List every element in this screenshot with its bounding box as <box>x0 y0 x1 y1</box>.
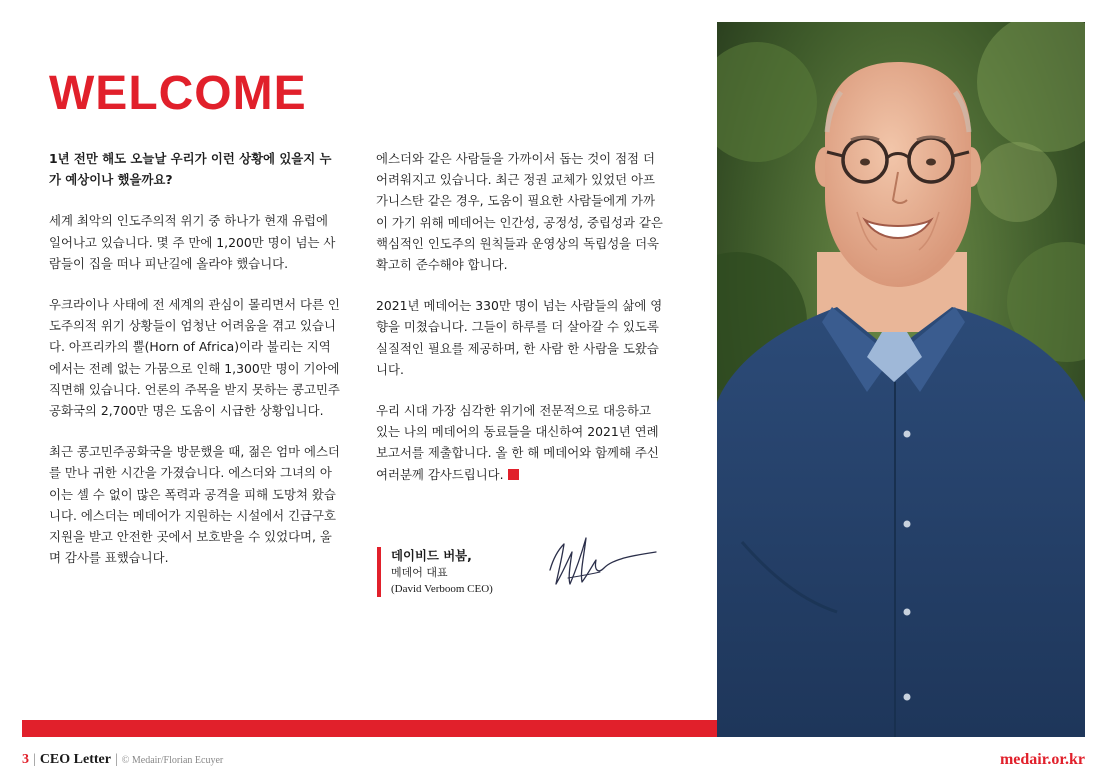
photo-credit: © Medair/Florian Ecuyer <box>121 755 224 766</box>
signer-name: 데이비드 버붐, <box>391 548 472 563</box>
paragraph: 우크라이나 사태에 전 세계의 관심이 몰리면서 다른 인도주의적 위기 상황들이 엄청난 어려움을 겪고 있습니다. 아프리카의 뿔(Horn of Africa)이라 불리는 지역에서는 전례 없는 가뭄으로 인해 1,300만 명이 기아에 직면해 있습니다. 언론의 주목을 받지 못하는 콩고민주공화국의 2,700만 명은 도움이 시급한 상황입니다. <box>49 297 340 419</box>
footer-separator: | <box>33 752 36 767</box>
end-mark-icon <box>508 469 519 480</box>
page-number: 3 <box>22 752 29 767</box>
section-name: CEO Letter <box>39 752 111 767</box>
paragraph: 2021년 메데어는 330만 명이 넘는 사람들의 삶에 영향을 미쳤습니다. 그들이 하루를 더 살아갈 수 있도록 실질적인 필요를 제공하며, 한 사람 한 사람을 도왔습니다. <box>376 298 663 377</box>
signoff-block <box>377 547 493 597</box>
lead-question: 1년 전만 해도 오늘날 우리가 이런 상황에 있을지 누가 예상이나 했을까요? <box>49 151 332 188</box>
red-divider-bar <box>22 720 717 737</box>
signer-english: (David Verboom CEO) <box>391 583 493 595</box>
handwritten-signature <box>540 530 660 594</box>
page-title: WELCOME <box>49 67 307 120</box>
letter-column-left <box>49 148 341 588</box>
closing-paragraph <box>376 400 666 485</box>
closing-text: 우리 시대 가장 심각한 위기에 전문적으로 대응하고 있는 나의 메데어의 동료들을 대신하여 2021년 연례 보고서를 제출합니다. 올 한 해 메데어와 함께해 주신 여러분께 감사드립니다. <box>376 403 659 482</box>
ceo-portrait-photo <box>717 22 1085 737</box>
paragraph: 에스더와 같은 사람들을 가까이서 돕는 것이 점점 더 어려워지고 있습니다. 최근 정권 교체가 있었던 아프가니스탄 같은 경우, 도움이 필요한 사람들에게 가까이 가기 위해 메데어는 인간성, 공정성, 중립성과 같은 핵심적인 인도주의 원칙들과 운영상의 독립성을 더욱 확고히 준수해야 합니다. <box>376 151 663 273</box>
website-link[interactable]: medair.or.kr <box>999 751 1085 768</box>
letter-column-right <box>376 148 666 505</box>
paragraph: 세계 최악의 인도주의적 위기 중 하나가 현재 유럽에 일어나고 있습니다. 몇 주 만에 1,200만 명이 넘는 사람들이 집을 떠나 피난길에 올라야 했습니다. <box>49 213 336 271</box>
paragraph: 최근 콩고민주공화국을 방문했을 때, 젊은 엄마 에스더를 만나 귀한 시간을 가졌습니다. 에스더와 그녀의 아이는 셀 수 없이 많은 폭력과 공격을 피해 도망쳐 왔습니다. 에스더는 메데어가 지원하는 시설에서 긴급구호 지원을 받고 안전한 곳에서 보호받을 수 있었다며, 울며 감사를 표했습니다. <box>49 444 340 566</box>
signer-role: 메데어 대표 <box>391 566 448 579</box>
portrait-illustration <box>717 22 1085 737</box>
page-footer <box>22 750 1085 771</box>
footer-separator: | <box>114 752 118 767</box>
